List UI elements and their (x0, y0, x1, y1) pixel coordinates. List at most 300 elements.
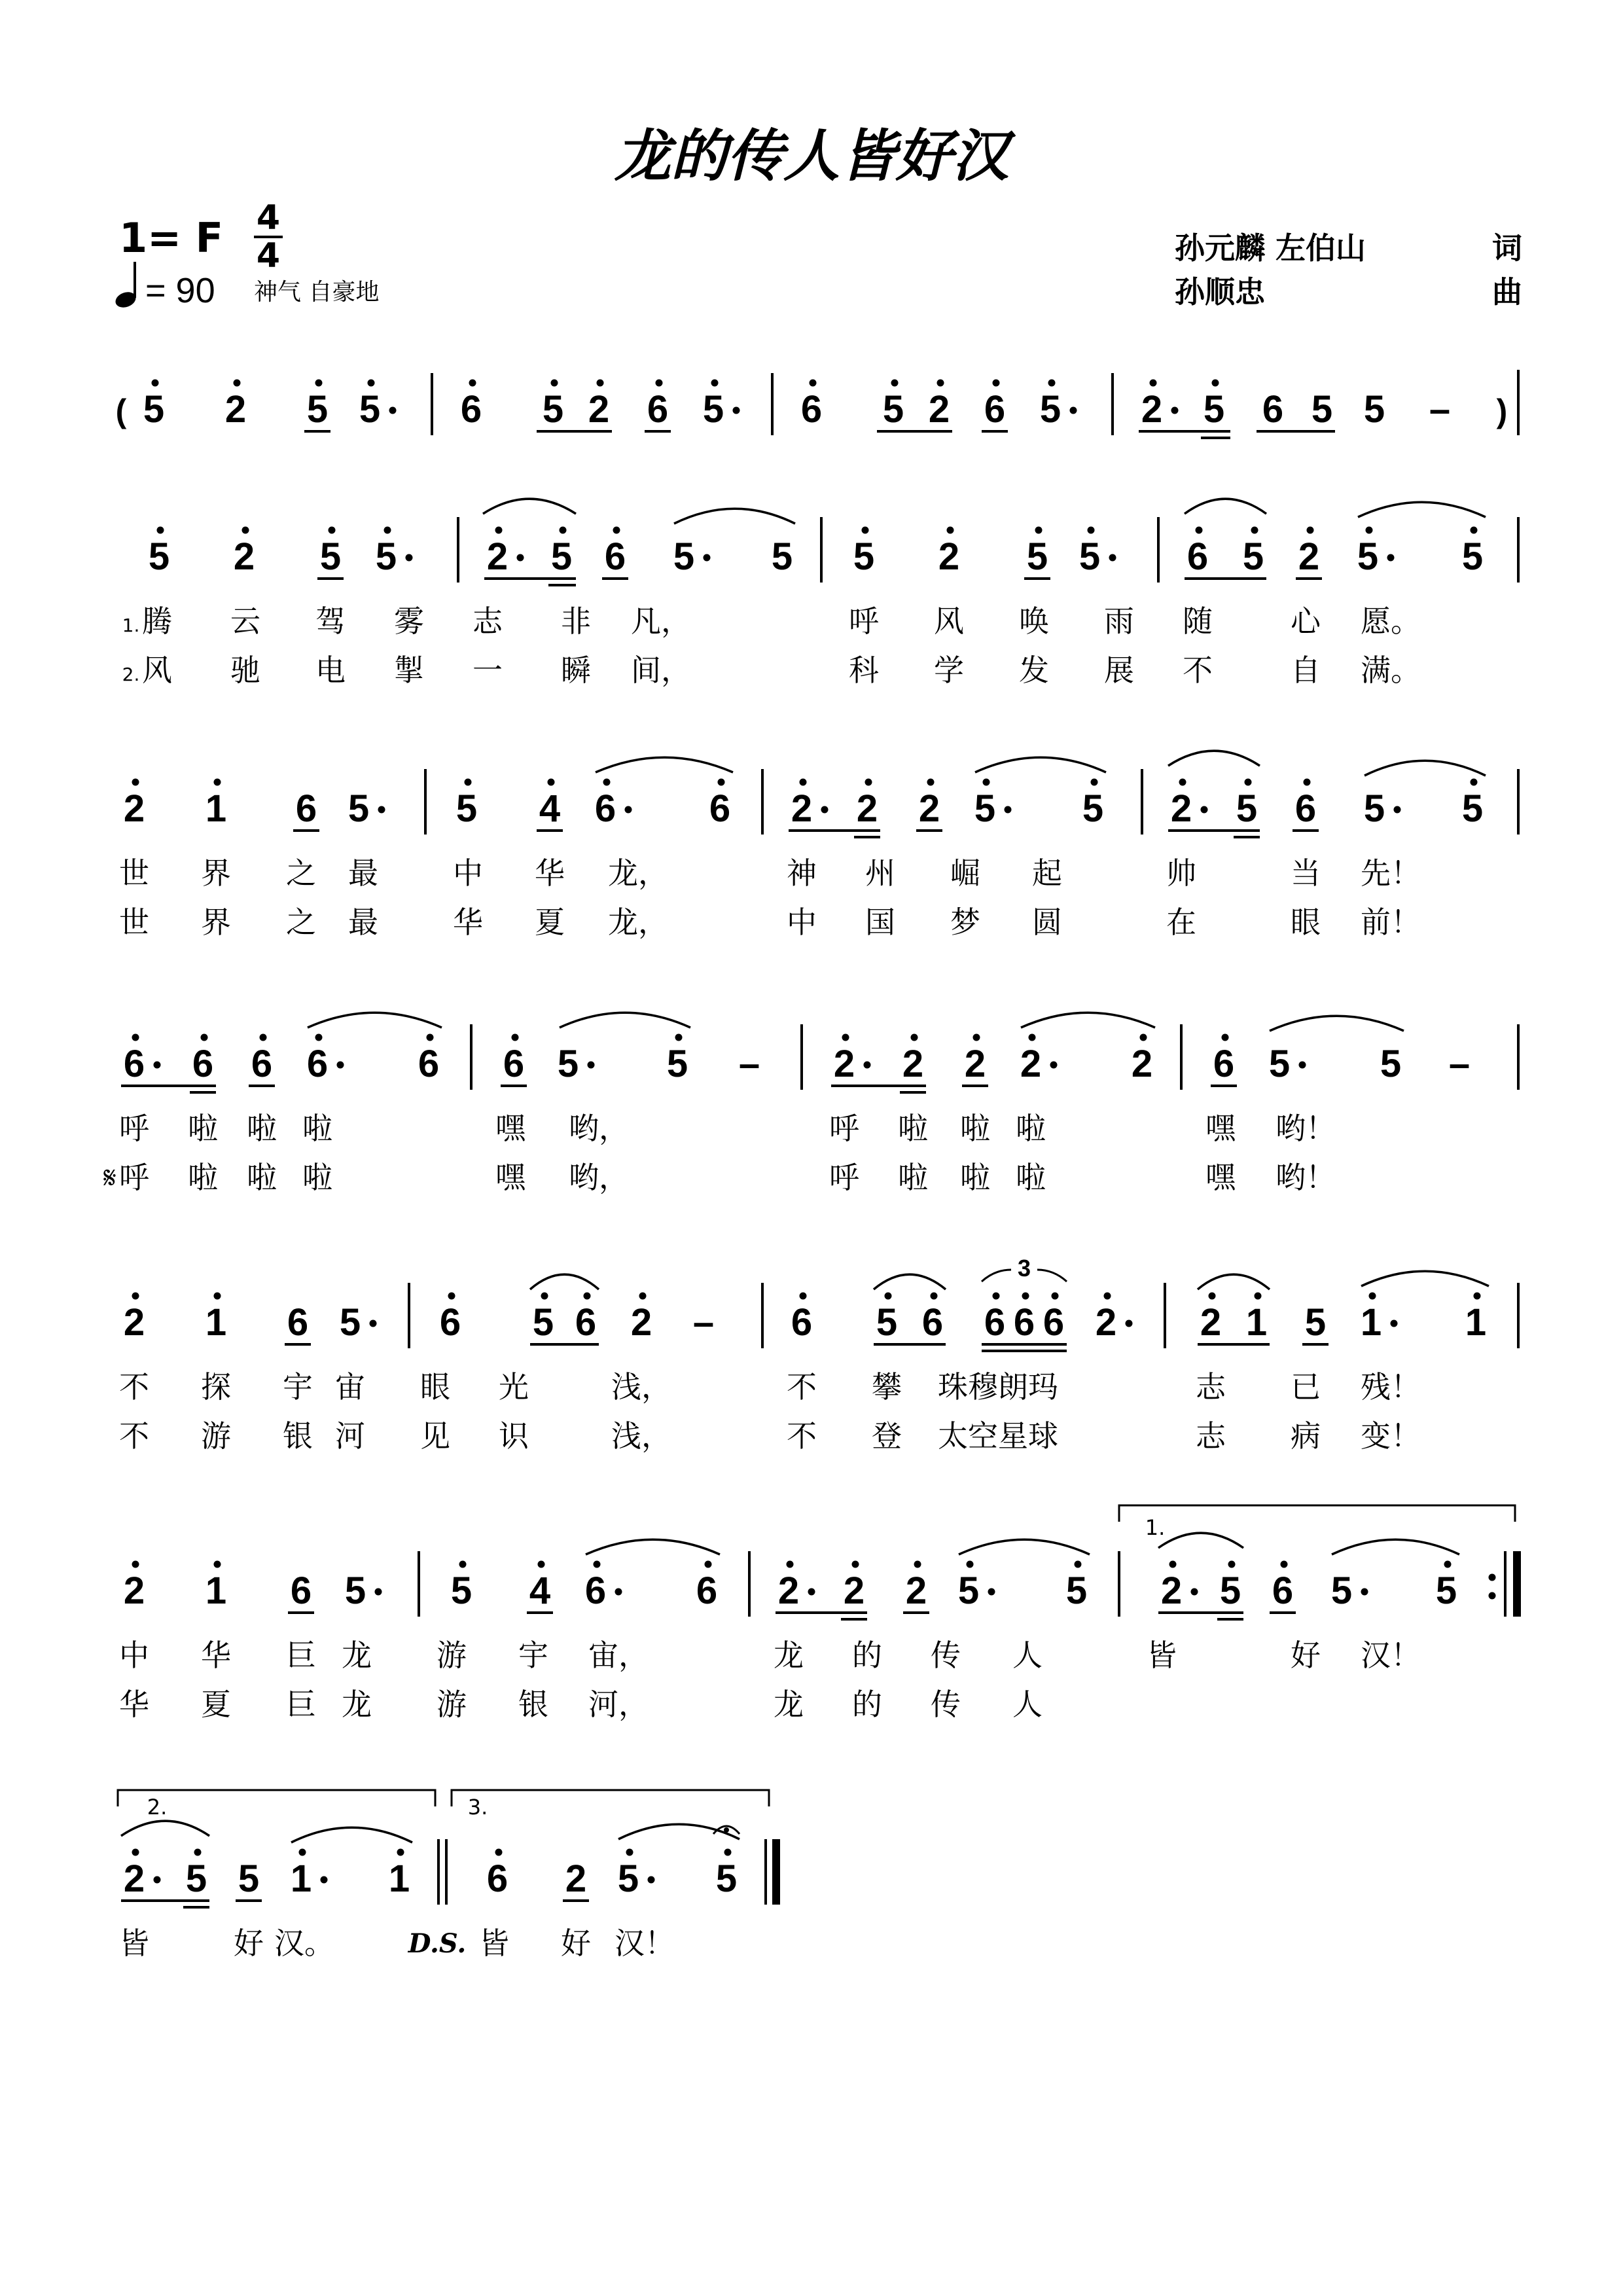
octave-dot (1251, 527, 1258, 534)
lyric-syllable: 中 (787, 905, 817, 940)
octave-dot (1022, 1293, 1029, 1300)
note: 2 (902, 1043, 924, 1085)
note: 6 (306, 1043, 329, 1085)
note: 5 (1363, 787, 1385, 830)
slur (1332, 1539, 1459, 1554)
note: 5 (185, 1857, 207, 1900)
lyric-syllable: 啦 (302, 1111, 332, 1146)
note: 2 (1141, 388, 1163, 431)
octave-dot (214, 1293, 221, 1300)
octave-dot (603, 779, 611, 786)
lyric-syllable: 夏 (201, 1687, 231, 1722)
octave-dot (315, 1034, 323, 1041)
lyric-syllable: 识 (499, 1418, 529, 1454)
octave-dot (865, 779, 872, 786)
note: 5 (344, 1570, 366, 1612)
octave-dot (1366, 527, 1373, 534)
note: 2 (233, 535, 255, 578)
lyric-syllable: 嘿 (495, 1160, 526, 1195)
lyric-syllable: 汉！ (1361, 1638, 1421, 1673)
note: 2 (791, 787, 813, 830)
octave-dot (214, 779, 221, 786)
octave-dot (551, 380, 558, 387)
octave-dot (201, 1034, 208, 1041)
note: 5 (375, 535, 397, 578)
lyric-syllable: 已 (1291, 1369, 1321, 1405)
octave-dot (1304, 779, 1311, 786)
slur (1158, 1533, 1243, 1548)
octave-dot (597, 380, 604, 387)
note: 5 (319, 535, 342, 578)
note: 1 (1465, 1301, 1487, 1344)
lyric-syllable: 瞬 (561, 653, 591, 688)
note: 2 (1298, 535, 1320, 578)
lyric-syllable: 驾 (315, 603, 346, 639)
lyric-syllable: 登 (872, 1418, 902, 1454)
lyric-syllable: 梦 (950, 905, 980, 940)
lyric-syllable: 的 (852, 1687, 882, 1722)
note: 6 (460, 388, 482, 431)
note: 5 (1268, 1043, 1291, 1085)
note: 5 (359, 388, 381, 431)
lyric-syllable: 啦 (302, 1160, 332, 1195)
triplet-bracket-right (1037, 1270, 1067, 1282)
lyric-syllable: 志 (1196, 1418, 1226, 1454)
note: 2 (964, 1043, 986, 1085)
slur (308, 1013, 442, 1028)
note: 5 (1242, 535, 1264, 578)
note: 5 (1357, 535, 1379, 578)
lyric-syllable: 风 (142, 653, 172, 688)
note: 6 (290, 1570, 312, 1612)
lyric-syllable: 银 (283, 1418, 313, 1454)
note: 6 (251, 1043, 273, 1085)
note: 6 (486, 1857, 508, 1900)
lyric-syllable: 中 (119, 1638, 149, 1673)
dash-note: – (1429, 388, 1451, 431)
lyric-syllable: 游 (437, 1638, 467, 1673)
lyric-syllable: 发 (1019, 653, 1049, 688)
lyric-syllable: 太空星球 (938, 1418, 1058, 1454)
note: 2 (1200, 1301, 1222, 1344)
note: 1 (290, 1857, 312, 1900)
note: 2 (1095, 1301, 1117, 1344)
octave-dot (132, 1034, 139, 1041)
note: 5 (1203, 388, 1225, 431)
octave-dot (967, 1561, 974, 1568)
octave-dot (541, 1293, 548, 1300)
lyric-syllable: 啦 (960, 1111, 990, 1146)
octave-dot (459, 1561, 467, 1568)
lyric-syllable: 传 (931, 1687, 961, 1722)
augmentation-dot (1299, 1062, 1306, 1069)
note: 6 (984, 1301, 1006, 1344)
octave-dot (927, 779, 935, 786)
note: 6 (921, 1301, 944, 1344)
octave-dot (260, 1034, 267, 1041)
lyric-syllable: 残！ (1361, 1369, 1421, 1405)
octave-dot (495, 1849, 503, 1856)
note: 6 (1272, 1570, 1294, 1612)
lyric-syllable: 好 (234, 1926, 264, 1961)
segno-sign: 𝄋 (103, 1160, 116, 1195)
octave-dot (711, 380, 719, 387)
octave-dot (1075, 1561, 1082, 1568)
lyric-syllable: 好 (561, 1926, 591, 1961)
octave-dot (1228, 1561, 1236, 1568)
slur (1198, 1274, 1270, 1289)
lyricists-role: 词 (1492, 230, 1522, 266)
octave-dot (538, 1561, 545, 1568)
note: 2 (588, 388, 610, 431)
lyric-syllable: 神 (787, 855, 817, 891)
note: 6 (1186, 535, 1209, 578)
verse-number-2: 2. (122, 664, 140, 685)
lyric-syllable: 愿。 (1361, 603, 1421, 639)
octave-dot (132, 779, 139, 786)
dash-note: – (1448, 1043, 1471, 1085)
note: 2 (856, 787, 878, 830)
octave-dot (397, 1849, 404, 1856)
lyric-syllable: 探 (201, 1369, 231, 1405)
lyric-syllable: 之 (286, 905, 316, 940)
lyric-syllable: 嘿 (1205, 1160, 1236, 1195)
lyric-syllable: 呼 (829, 1160, 859, 1195)
octave-dot (1091, 779, 1098, 786)
dal-segno-mark: D.S. (408, 1928, 467, 1959)
lyric-syllable: 呼 (119, 1160, 149, 1195)
octave-dot (983, 779, 990, 786)
octave-dot (368, 380, 375, 387)
note: 5 (1065, 1570, 1088, 1612)
augmentation-dot (337, 1062, 344, 1069)
note: 6 (584, 1570, 607, 1612)
note: 1 (205, 1570, 227, 1612)
octave-dot (1179, 779, 1186, 786)
augmentation-dot (1394, 806, 1401, 814)
note: 2 (123, 787, 145, 830)
octave-dot (448, 1293, 455, 1300)
lyric-syllable: 风 (934, 603, 964, 639)
note: 6 (604, 535, 626, 578)
triplet-bracket-left (982, 1270, 1011, 1282)
lyric-syllable: 随 (1183, 603, 1213, 639)
octave-dot (214, 1561, 221, 1568)
note: 6 (1013, 1301, 1035, 1344)
note: 5 (1039, 388, 1061, 431)
lyric-syllable: 不 (787, 1418, 817, 1454)
lyric-syllable: 好 (1291, 1638, 1321, 1673)
lyric-syllable: 中 (453, 855, 483, 891)
octave-dot (862, 527, 869, 534)
lyric-syllable: 宇 (518, 1638, 548, 1673)
slur (1364, 761, 1486, 776)
note: 2 (918, 787, 940, 830)
note: 6 (1213, 1043, 1235, 1085)
lyric-syllable: 皆 (119, 1926, 149, 1961)
note: 6 (123, 1043, 145, 1085)
lyric-syllable: 光 (499, 1369, 529, 1405)
slur (874, 1274, 946, 1289)
augmentation-dot (389, 407, 397, 414)
octave-dot (560, 527, 567, 534)
lyric-syllable: 崛 (950, 855, 980, 891)
lyric-syllable: 哟， (569, 1111, 629, 1146)
augmentation-dot (1126, 1320, 1133, 1327)
octave-dot (1281, 1561, 1288, 1568)
note: 6 (800, 388, 823, 431)
lyric-syllable: 龙 (342, 1687, 372, 1722)
lyric-syllable: 国 (865, 905, 895, 940)
slur (1021, 1013, 1155, 1028)
augmentation-dot (733, 407, 740, 414)
lyric-syllable: 前！ (1361, 905, 1421, 940)
octave-dot (1035, 527, 1043, 534)
lyric-syllable: 河 (335, 1418, 365, 1454)
quarter-note-icon (113, 262, 138, 310)
lyric-syllable: 呼 (829, 1111, 859, 1146)
augmentation-dot (808, 1588, 815, 1596)
composer-role: 曲 (1492, 274, 1522, 310)
note: 5 (1026, 535, 1048, 578)
lyric-syllable: 浅， (611, 1369, 671, 1405)
time-signature-bottom: 4 (256, 236, 281, 276)
lyric-syllable: 眼 (420, 1369, 450, 1405)
octave-dot (891, 380, 899, 387)
lyric-syllable: 眼 (1291, 905, 1321, 940)
note: 5 (1435, 1570, 1457, 1612)
volta-bracket-3 (452, 1790, 769, 1806)
octave-dot (937, 380, 944, 387)
slur (1185, 499, 1266, 514)
octave-dot (931, 1293, 938, 1300)
lyric-syllable: 满。 (1361, 653, 1421, 688)
lyric-syllable: 世 (119, 905, 149, 940)
note: 5 (450, 1570, 473, 1612)
note: 5 (542, 388, 564, 431)
lyric-syllable: 夏 (535, 905, 565, 940)
note: 2 (123, 1857, 145, 1900)
lyric-syllable: 志 (1196, 1369, 1226, 1405)
slur (975, 757, 1106, 772)
lyric-syllable: 变！ (1361, 1418, 1421, 1454)
note: 2 (843, 1570, 865, 1612)
lyric-syllable: 凡， (631, 603, 691, 639)
lyric-syllable: 雨 (1104, 603, 1134, 639)
lyric-syllable: 掣 (394, 653, 424, 688)
lyric-syllable: 的 (852, 1638, 882, 1673)
note: 5 (715, 1857, 738, 1900)
lyric-syllable: 不 (787, 1369, 817, 1405)
augmentation-dot (625, 806, 632, 814)
note: 2 (1131, 1043, 1153, 1085)
augmentation-dot (154, 1876, 161, 1884)
lyric-syllable: 在 (1166, 905, 1196, 940)
note: 6 (696, 1570, 718, 1612)
lyric-syllable: 州 (865, 855, 895, 891)
note: 6 (791, 1301, 813, 1344)
octave-dot (842, 1034, 849, 1041)
lyric-syllable: 人 (1012, 1638, 1043, 1673)
augmentation-dot (1201, 806, 1208, 814)
augmentation-dot (1050, 1062, 1058, 1069)
octave-dot (427, 1034, 434, 1041)
lyric-syllable: 先！ (1361, 855, 1421, 891)
note: 1 (205, 1301, 227, 1344)
octave-dot (1245, 779, 1252, 786)
augmentation-dot (821, 806, 829, 814)
augmentation-dot (406, 554, 413, 562)
lyric-syllable: 圆 (1032, 905, 1062, 940)
note: 1 (1360, 1301, 1382, 1344)
triplet-number: 3 (1017, 1255, 1031, 1282)
note: 4 (529, 1570, 551, 1612)
octave-dot (512, 1034, 519, 1041)
note: 5 (702, 388, 724, 431)
augmentation-dot (864, 1062, 871, 1069)
octave-dot (993, 380, 1000, 387)
lyric-syllable: 自 (1291, 653, 1321, 688)
note: 5 (1380, 1043, 1402, 1085)
lyric-syllable: 龙 (774, 1638, 804, 1673)
lyric-syllable: 啦 (1016, 1160, 1046, 1195)
octave-dot (594, 1561, 601, 1568)
slur (1361, 1271, 1489, 1286)
note: 2 (565, 1857, 587, 1900)
augmentation-dot (321, 1876, 328, 1884)
lyric-syllable: 龙， (608, 905, 668, 940)
octave-dot (639, 1293, 647, 1300)
note: 6 (503, 1043, 525, 1085)
octave-dot (911, 1034, 918, 1041)
octave-dot (1209, 1293, 1216, 1300)
slur (586, 1539, 720, 1554)
octave-dot (384, 527, 391, 534)
paren-close: ) (1496, 393, 1508, 429)
octave-dot (1212, 380, 1219, 387)
note: 5 (532, 1301, 554, 1344)
lyric-syllable: 皆 (1147, 1638, 1177, 1673)
lyric-syllable: 哟， (569, 1160, 629, 1195)
lyric-syllable: 龙， (608, 855, 668, 891)
tempo-value: = 90 (145, 271, 215, 310)
octave-dot (993, 1293, 1000, 1300)
octave-dot (800, 1293, 807, 1300)
augmentation-dot (1387, 554, 1395, 562)
note: 2 (905, 1570, 927, 1612)
lyric-syllable: 游 (437, 1687, 467, 1722)
lyric-syllable: 学 (934, 653, 964, 688)
note: 6 (594, 787, 616, 830)
octave-dot (810, 380, 817, 387)
note: 5 (306, 388, 329, 431)
slur (291, 1827, 412, 1842)
lyric-syllable: 皆 (479, 1926, 509, 1961)
octave-dot (1052, 1293, 1059, 1300)
octave-dot (1444, 1561, 1452, 1568)
lyric-syllable: 心 (1291, 603, 1321, 639)
note: 6 (439, 1301, 461, 1344)
note: 5 (771, 535, 793, 578)
octave-dot (152, 380, 159, 387)
lyric-syllable: 嘿 (1205, 1111, 1236, 1146)
octave-dot (495, 527, 503, 534)
lyric-syllable: 浅， (611, 1418, 671, 1454)
augmentation-dot (1361, 1588, 1368, 1596)
note: 2 (1160, 1570, 1183, 1612)
lyric-syllable: 之 (286, 855, 316, 891)
octave-dot (724, 1849, 732, 1856)
note: 6 (575, 1301, 597, 1344)
composer: 孙顺忠 (1175, 274, 1265, 310)
lyric-syllable: 唤 (1019, 603, 1049, 639)
lyric-syllable: 最 (348, 905, 378, 940)
octave-dot (234, 380, 241, 387)
slur (560, 1013, 690, 1028)
lyric-syllable: 游 (201, 1418, 231, 1454)
slur (121, 1821, 209, 1836)
note: 5 (557, 1043, 579, 1085)
note: 5 (1363, 388, 1385, 431)
lyric-syllable: 珠穆朗玛 (938, 1369, 1058, 1405)
augmentation-dot (154, 1062, 161, 1069)
note: 6 (1262, 388, 1284, 431)
lyric-syllable: 啦 (188, 1111, 218, 1146)
octave-dot (548, 779, 555, 786)
lyric-syllable: 啦 (247, 1160, 277, 1195)
augmentation-dot (615, 1588, 622, 1596)
lyric-syllable: 志 (473, 603, 503, 639)
note: 5 (957, 1570, 980, 1612)
note: 6 (647, 388, 669, 431)
lyric-syllable: 界 (201, 855, 231, 891)
octave-dot (885, 1293, 892, 1300)
slur (1168, 751, 1260, 766)
lyricists: 孙元麟 左伯山 (1175, 230, 1366, 266)
key-signature: 1= F (119, 214, 224, 262)
octave-dot (947, 527, 954, 534)
lyric-syllable: 呼 (849, 603, 879, 639)
lyric-syllable: 汉！ (615, 1926, 675, 1961)
augmentation-dot (370, 1320, 377, 1327)
octave-dot (329, 527, 336, 534)
slur (596, 757, 733, 772)
octave-dot (1471, 527, 1478, 534)
volta-number-1: 1. (1145, 1515, 1166, 1540)
note: 6 (192, 1043, 214, 1085)
augmentation-dot (1191, 1588, 1198, 1596)
octave-dot (584, 1293, 591, 1300)
note: 5 (1236, 787, 1258, 830)
lyric-syllable: 病 (1291, 1418, 1321, 1454)
repeat-dot (1489, 1574, 1496, 1581)
augmentation-dot (375, 1588, 382, 1596)
note: 5 (1311, 388, 1333, 431)
octave-dot (469, 380, 476, 387)
note: 5 (974, 787, 996, 830)
tempo-expression: 神气 自豪地 (254, 279, 380, 306)
lyric-syllable: 腾 (142, 603, 172, 639)
note: 6 (287, 1301, 309, 1344)
lyric-syllable: 啦 (1016, 1111, 1046, 1146)
note: 6 (1294, 787, 1317, 830)
note: 5 (455, 787, 478, 830)
note: 4 (539, 787, 561, 830)
lyric-syllable: 见 (420, 1418, 450, 1454)
lyric-syllable: 帅 (1166, 855, 1196, 891)
note: 5 (1304, 1301, 1327, 1344)
octave-dot (1048, 380, 1056, 387)
